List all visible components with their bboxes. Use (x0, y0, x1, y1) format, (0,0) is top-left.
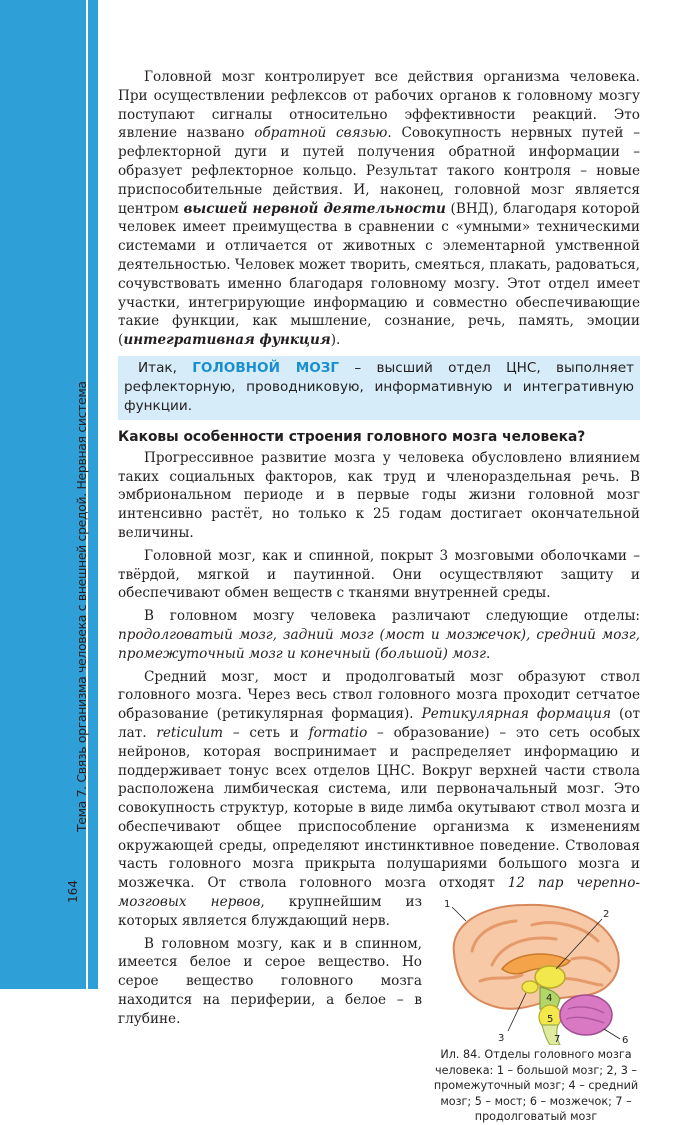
theme-label: Тема 7. Связь организма человека с внешней средой. Нервная система (74, 381, 89, 832)
label-1: 1 (444, 899, 451, 911)
label-7: 7 (554, 1034, 561, 1046)
brain-diagram (432, 895, 640, 1045)
paragraph-meninges: Головной мозг, как и спинной, покрыт 3 мозговыми оболочками – твёрдой, мягкой и паутинной. Они осуществляют защиту и обеспечивают обмен веществ с тканями внутренней среды. (118, 547, 640, 602)
paragraph-development: Прогрессивное развитие мозга у человека обусловлено влиянием таких социальных факторов, как труд и членораздельная речь. В эмбриональном периоде и в первые годы жизни головной мозг интенсивно растёт, но только к 25 годам достигает окончательной величины. (118, 449, 640, 541)
section-heading: Каковы особенности строения головного мозга человека? (118, 428, 586, 445)
summary-box: Итак, ГОЛОВНОЙ МОЗГ – высший отдел ЦНС, выполняет рефлекторную, проводниковую, информативную и интегративную функции. (118, 356, 640, 420)
label-4: 4 (546, 993, 553, 1005)
paragraph-brainstem: Средний мозг, мост и продолговатый мозг образуют ствол головного мозга. Через весь ствол головного мозга проходит сетчатое образование (ретикулярная формация). Ретикулярная формация (от лат. reticulum – сеть и formatio – образование) – это сеть особых нейронов, которая воспринимает и распределяет информацию и поддерживает тонус всех отделов ЦНС. Вокруг верхней части ствола расположена лимбическая система, или первоначальный мозг. Это совокупность структур, которые в виде лимба окутывают ствол мозга и обеспечивают общее приспособление организма к изменениям окружающей среды, определяют инстинктивное поведение. Стволовая часть головного мозга прикрыта полушариями большого мозга и мозжечка. От ствола головного мозга отходят 1 2 3 4 5 6 7 Ил. 84. Отделы головного мозга человека: 1 – большой мозг; 2, 3 – промежуточный мозг; 4 – средний мозг; 5 – мост; 6 – мозжечок; 7 – продолговатый мозг 12 пар черепно-мозговых нервов, крупнейшим из которых является блуждающий нерв. (118, 668, 640, 1124)
brain-figure (432, 895, 640, 1125)
label-5: 5 (547, 1014, 554, 1026)
figure-caption: Ил. 84. Отделы головного мозга человека: 1 – большой мозг; 2, 3 – промежуточный мозг; 4 – средний мозг; 5 – мост; 6 – мозжечок; 7 – продолговатый мозг (433, 1048, 639, 1124)
label-3: 3 (498, 1033, 505, 1045)
paragraph-matter: В головном мозгу, как и в спинном, имеется белое и серое вещество. Но серое вещество головного мозга находится на периферии, а белое – в глубине. (118, 935, 422, 1027)
key-term: ГОЛОВНОЙ МОЗГ (192, 359, 340, 376)
page-number: 164 (66, 880, 80, 903)
paragraph-intro: Головной мозг контролирует все действия организма человека. При осуществлении рефлексов от рабочих органов к головному мозгу поступают сигналы относительно эффективности реакций. Это явление названо обратной связью. Совокупность нервных путей – рефлекторной дуги и путей получения обратной информации – образует рефлекторное кольцо. Результат такого контроля – новые приспособительные действия. И, наконец, головной мозг является центром высшей нервной деятельности (ВНД), благодаря которой человек имеет преимущества в сравнении с «умными» техническими системами и отличается от животных с элементарной умственной деятельностью. Человек может творить, смеяться, плакать, радоваться, сочувствовать именно благодаря головному мозгу. Этот отдел имеет участки, интегрирующие информацию и совместно обеспечивающие такие функции, как мышление, сознание, речь, память, эмоции (интегративная функция). (118, 69, 640, 349)
page-content (118, 68, 640, 1125)
label-6: 6 (622, 1035, 629, 1046)
paragraph-divisions: В головном мозгу человека различают следующие отделы: продолговатый мозг, задний мозг (мост и мозжечок), средний мозг, промежуточный мозг и конечный (большой) мозг. (118, 608, 640, 662)
label-2: 2 (603, 909, 610, 921)
text-with-figure (118, 668, 640, 1124)
